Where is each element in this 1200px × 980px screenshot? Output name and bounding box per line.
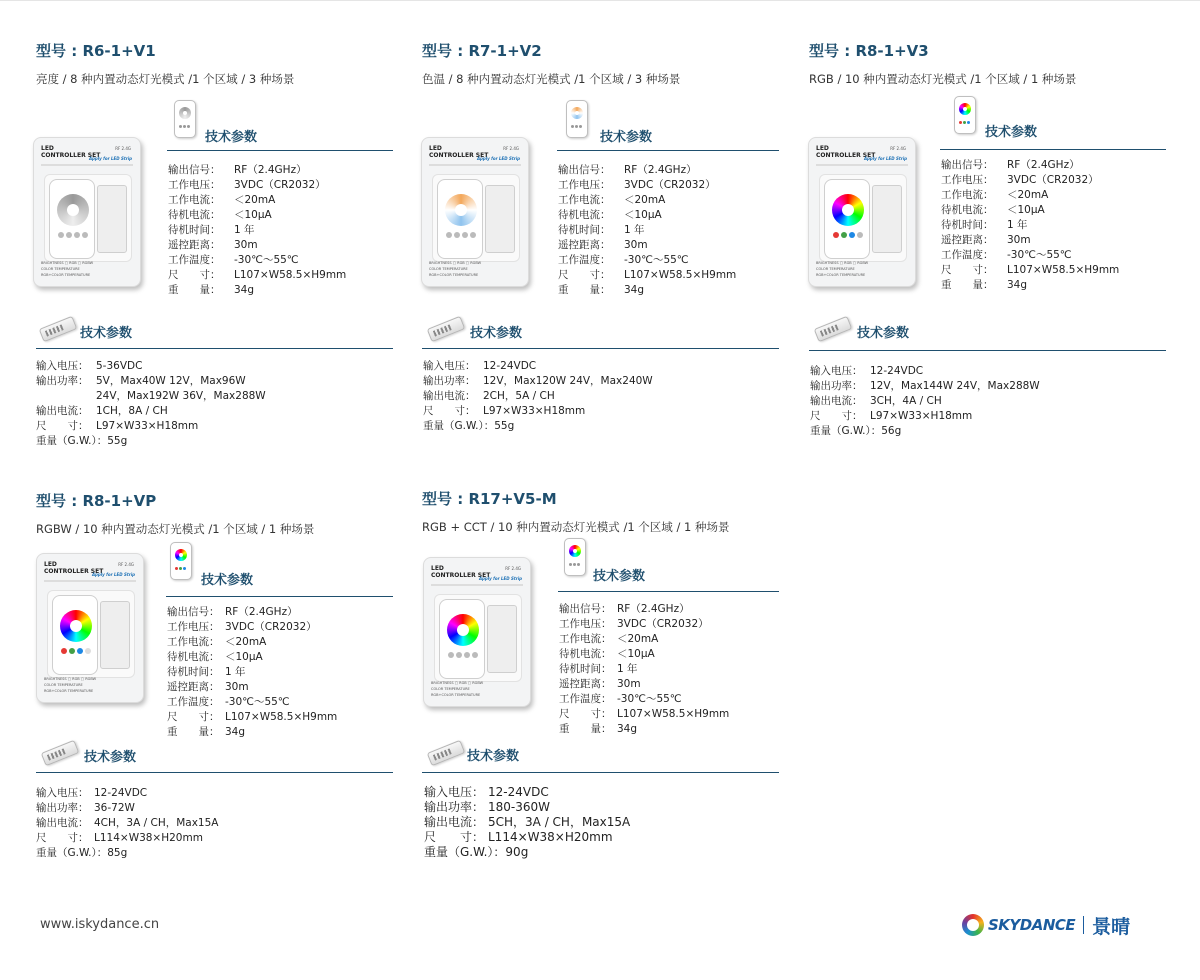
package-image: [33, 137, 141, 287]
model-description: RGB / 10 种内置动态灯光模式 /1 个区域 / 1 种场景: [809, 72, 1077, 86]
remote-spec-title: 技术参数: [205, 130, 258, 145]
controller-spec-list: 输入电压： 5-36VDC 输出功率： 5V，Max40W 12V，Max96W 24V，Max192W 36V，Max288W 输出电流： 1CH，8A / CH 尺 寸： L97×W33×H18mm 重量（G.W.）：55g: [36, 360, 266, 447]
model-description: RGB + CCT / 10 种内置动态灯光模式 /1 个区域 / 1 种场景: [422, 520, 730, 534]
controller-spec-title: 技术参数: [857, 326, 910, 341]
remote-icon: [954, 96, 976, 134]
controller-icon: [427, 740, 466, 766]
controller-spec-title: 技术参数: [467, 749, 520, 764]
controller-icon: [427, 316, 466, 342]
controller-spec-list: 输入电压： 12-24VDC 输出功率： 180-360W 输出电流： 5CH，3A / CH，Max15A 尺 寸： L114×W38×H20mm 重量（G.W.）：90g: [424, 785, 631, 859]
remote-icon: [170, 542, 192, 580]
package-image: LED CONTROLLER SET RF 2.4G Apply for LED Strip BRIGHTNESS ▢ RGB ▢ RGBW COLOR TEMPERATURE RGB+COLOR TEMPERATURE: [36, 553, 144, 703]
package-image: LED CONTROLLER SET RF 2.4G Apply for LED Strip BRIGHTNESS ▢ RGB ▢ RGBW COLOR TEMPERATURE RGB+COLOR TEMPERATURE: [423, 557, 531, 707]
remote-spec-title: 技术参数: [201, 573, 254, 588]
package-tags: BRIGHTNESS ▢ RGB ▢ RGBW COLOR TEMPERATURE RGB+COLOR TEMPERATURE: [41, 261, 94, 277]
controller-spec-list: 输入电压： 12-24VDC 输出功率： 12V，Max120W 24V，Max240W 输出电流： 2CH，5A / CH 尺 寸： L97×W33×H18mm 重量（G.W.）：55g: [423, 360, 653, 432]
controller-spec-rule: [36, 772, 393, 773]
model-title: 型号 : R8-1+VP: [36, 492, 157, 510]
package-strip: Apply for LED Strip: [88, 156, 132, 161]
remote-spec-list: 输出信号： RF（2.4GHz） 工作电压： 3VDC（CR2032） 工作电流： ＜20mA 待机电流： ＜10μA 待机时间： 1 年 遥控距离： 30m 工作温度： -30℃～55℃ 尺 寸： L107×W58.5×H9mm 重 量： 34g: [941, 159, 1120, 291]
controller-icon: [814, 316, 853, 342]
controller-icon: [39, 316, 78, 342]
controller-spec-rule: [809, 350, 1166, 351]
model-description: 色温 / 8 种内置动态灯光模式 /1 个区域 / 3 种场景: [422, 72, 681, 86]
remote-spec-rule: [558, 591, 779, 592]
package-image: LED CONTROLLER SET RF 2.4G Apply for LED Strip BRIGHTNESS ▢ RGB ▢ RGBW COLOR TEMPERATURE RGB+COLOR TEMPERATURE: [421, 137, 529, 287]
remote-spec-list: 输出信号： RF（2.4GHz） 工作电压： 3VDC（CR2032） 工作电流： ＜20mA 待机电流： ＜10μA 待机时间： 1 年 遥控距离： 30m 工作温度： -30℃～55℃ 尺 寸： L107×W58.5×H9mm 重 量： 34g: [558, 164, 737, 296]
brand-logo: [962, 912, 1130, 938]
remote-spec-rule: [166, 596, 393, 597]
controller-spec-list: 输入电压： 12-24VDC 输出功率： 12V，Max144W 24V，Max288W 输出电流： 3CH，4A / CH 尺 寸： L97×W33×H18mm 重量（G.W.）：56g: [810, 365, 1040, 437]
controller-spec-rule: [422, 772, 779, 773]
remote-spec-rule: [557, 150, 779, 151]
remote-spec-title: 技术参数: [593, 569, 646, 584]
controller-spec-list: 输入电压： 12-24VDC 输出功率： 36-72W 输出电流： 4CH，3A / CH，Max15A 尺 寸： L114×W38×H20mm 重量（G.W.）：85g: [36, 787, 219, 859]
controller-spec-rule: [422, 348, 779, 349]
brand-chinese-name: 景晴: [1092, 915, 1131, 938]
remote-spec-list: 输出信号： RF（2.4GHz） 工作电压： 3VDC（CR2032） 工作电流： ＜20mA 待机电流： ＜10μA 待机时间： 1 年 遥控距离： 30m 工作温度： -30℃～55℃ 尺 寸： L107×W58.5×H9mm 重 量： 34g: [559, 603, 730, 735]
model-title: 型号 : R6-1+V1: [36, 42, 156, 60]
remote-spec-rule: [940, 149, 1166, 150]
brand-name: SKYDANCE: [988, 916, 1076, 934]
remote-spec-title: 技术参数: [600, 130, 653, 145]
controller-spec-title: 技术参数: [470, 326, 523, 341]
remote-icon: [566, 100, 588, 138]
remote-icon: [174, 100, 196, 138]
website-url[interactable]: www.iskydance.cn: [40, 917, 160, 932]
controller-spec-title: 技术参数: [80, 326, 133, 341]
remote-spec-rule: [167, 150, 393, 151]
package-rf: RF 2.4G: [115, 146, 131, 151]
model-description: RGBW / 10 种内置动态灯光模式 /1 个区域 / 1 种场景: [36, 522, 315, 536]
remote-icon: [564, 538, 586, 576]
brand-separator: [1083, 916, 1084, 934]
model-description: 亮度 / 8 种内置动态灯光模式 /1 个区域 / 3 种场景: [36, 72, 295, 86]
remote-spec-title: 技术参数: [985, 125, 1038, 140]
controller-spec-title: 技术参数: [84, 750, 137, 765]
controller-spec-rule: [36, 348, 393, 349]
model-title: 型号 : R8-1+V3: [809, 42, 929, 60]
controller-icon: [41, 740, 80, 766]
remote-spec-list: 输出信号： RF（2.4GHz） 工作电压： 3VDC（CR2032） 工作电流： ＜20mA 待机电流： ＜10μA 待机时间： 1 年 遥控距离： 30m 工作温度： -30℃～55℃ 尺 寸： L107×W58.5×H9mm 重 量： 34g: [168, 164, 347, 296]
top-divider: [0, 0, 1200, 1]
model-title: 型号 : R7-1+V2: [422, 42, 542, 60]
model-title: 型号 : R17+V5-M: [422, 490, 557, 508]
package-image: LED CONTROLLER SET RF 2.4G Apply for LED Strip BRIGHTNESS ▢ RGB ▢ RGBW COLOR TEMPERATURE RGB+COLOR TEMPERATURE: [808, 137, 916, 287]
remote-spec-list: 输出信号： RF（2.4GHz） 工作电压： 3VDC（CR2032） 工作电流： ＜20mA 待机电流： ＜10μA 待机时间： 1 年 遥控距离： 30m 工作温度： -30℃～55℃ 尺 寸： L107×W58.5×H9mm 重 量： 34g: [167, 606, 338, 738]
brand-ring-icon: [962, 914, 984, 936]
package-header: LED CONTROLLER SET: [41, 145, 101, 159]
